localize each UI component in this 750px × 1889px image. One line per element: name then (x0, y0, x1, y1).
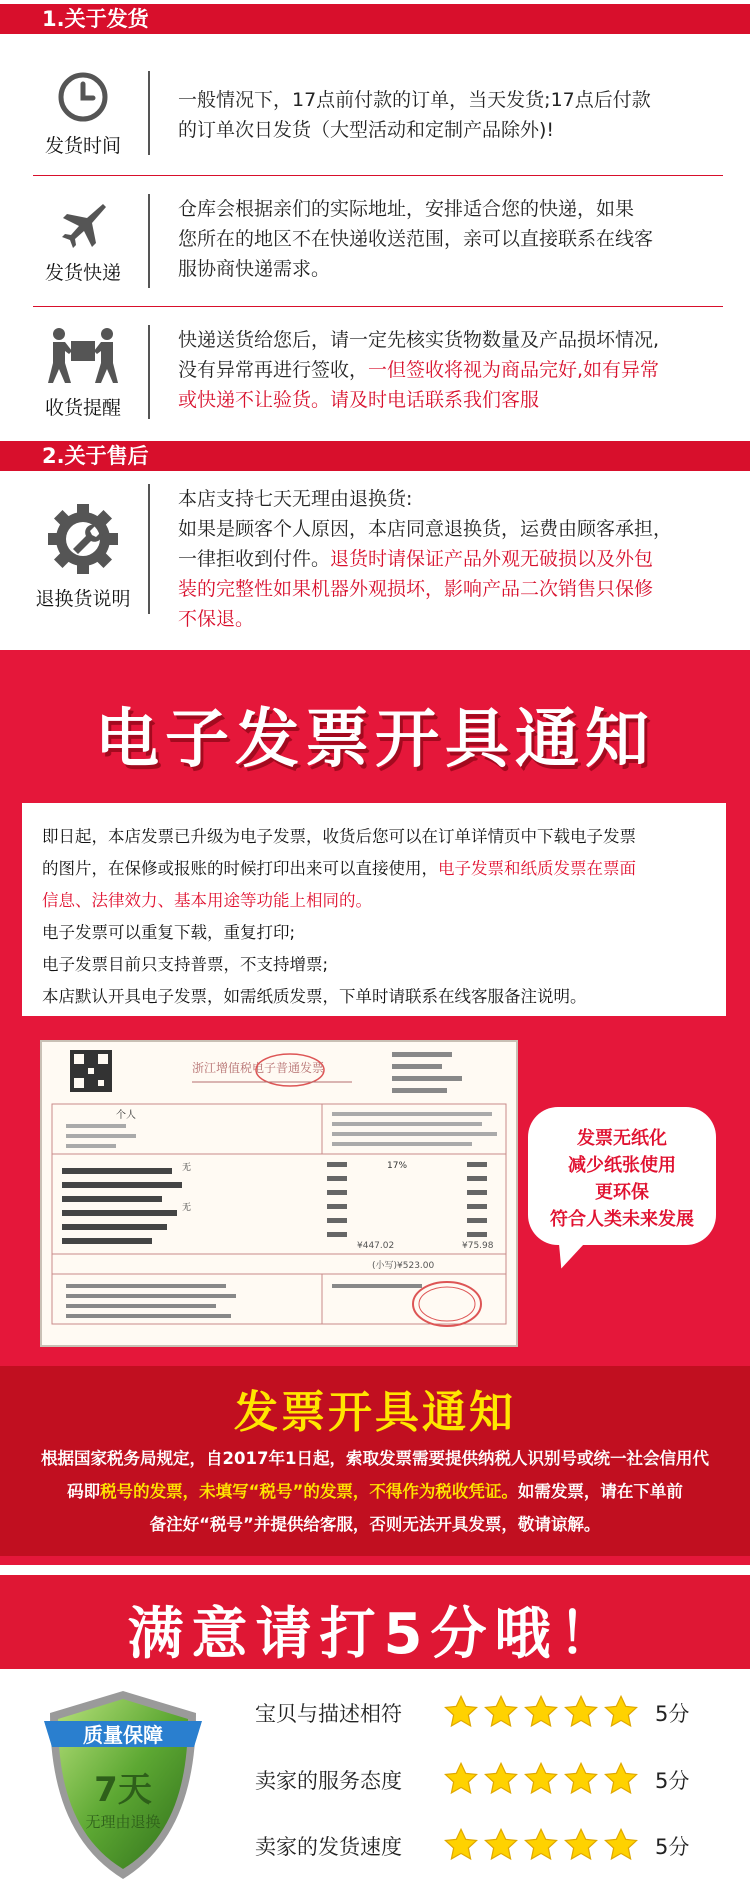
star-icon[interactable] (523, 1827, 559, 1863)
tax-line: 备注好“税号”并提供给客服，否则无法开具发票，敬请谅解。 (149, 1515, 601, 1534)
text-line: 一般情况下，17点前付款的订单，当天发货;17点后付款 (178, 89, 651, 111)
rating-row (255, 1761, 735, 1801)
text-line: 仓库会根据亲们的实际地址，安排适合您的快递，如果 (178, 198, 635, 220)
star-rating[interactable] (443, 1761, 643, 1801)
star-rating[interactable] (443, 1827, 643, 1867)
star-icon[interactable] (563, 1827, 599, 1863)
divider-line (148, 325, 150, 419)
text-line (178, 355, 738, 385)
star-icon[interactable] (523, 1761, 559, 1797)
highlight-text: 电子发票和纸质发票在票面 (438, 859, 636, 878)
section-title-aftersale: 2.关于售后 (0, 441, 750, 471)
text-span: 如需发票，请在下单前 (517, 1482, 683, 1501)
text-span: 的图片，在保修或报账的时候打印出来可以直接使用， (42, 859, 438, 878)
rating-row (255, 1827, 735, 1867)
airplane-icon (57, 198, 109, 250)
text-line: 服协商快递需求。 (178, 258, 331, 280)
text-line: 的订单次日发货（大型活动和定制产品除外)! (178, 119, 555, 141)
receipt-text (178, 325, 738, 415)
text-span: 一律拒收到付件。 (178, 548, 331, 570)
star-icon[interactable] (563, 1694, 599, 1730)
shipping-time-icon-box (28, 71, 138, 158)
star-icon[interactable] (603, 1694, 639, 1730)
official-seal-icon (413, 1282, 481, 1326)
quality-shield-badge (38, 1685, 208, 1889)
bubble-line: 更环保 (595, 1182, 649, 1203)
warning-text: 一但签收将视为商品完好,如有异常 (368, 359, 660, 381)
amount-text: ¥75.98 (462, 1241, 494, 1251)
star-icon[interactable] (603, 1827, 639, 1863)
star-icon[interactable] (563, 1761, 599, 1797)
courier-label: 发货快递 (44, 262, 121, 284)
movers-icon (45, 327, 121, 385)
aftersale-icon-box (28, 502, 138, 611)
shield-top-text: 质量保障 (83, 1723, 163, 1747)
rating-row (255, 1694, 735, 1734)
tax-line: 根据国家税务局规定，自2017年1日起，索取发票需要提供纳税人识别号或统一社会信用代 (41, 1449, 709, 1468)
receipt-icon-box (28, 327, 138, 420)
courier-row (0, 176, 750, 306)
rating-label: 宝贝与描述相符 (255, 1702, 402, 1726)
divider-line (148, 71, 150, 155)
highlight-text: 信息、法律效力、基本用途等功能上相同的。 (42, 891, 372, 910)
star-icon[interactable] (603, 1761, 639, 1797)
shield-icon (38, 1685, 208, 1885)
aftersale-text (178, 484, 738, 634)
star-icon[interactable] (483, 1694, 519, 1730)
text-line: 快递送货给您后，请一定先核实货物数量及产品损坏情况, (178, 329, 660, 351)
notice-line: 本店默认开具电子发票，如需纸质发票，下单时请联系在线客服备注说明。 (42, 987, 587, 1006)
clock-icon (57, 71, 109, 123)
highlight-text: 税号的发票，未填写“税号”的发票，不得作为税收凭证。 (100, 1482, 518, 1501)
courier-icon-box (28, 198, 138, 285)
star-rating[interactable] (443, 1694, 643, 1734)
bubble-line: 发票无纸化 (577, 1128, 667, 1149)
svg-text:无: 无 (182, 1163, 192, 1173)
rating-title: 满意请打5分哦！ (127, 1602, 623, 1667)
shipping-time-label: 发货时间 (44, 135, 121, 157)
text-line (178, 544, 738, 574)
divider-line (148, 484, 150, 614)
bubble-line: 减少纸张使用 (568, 1155, 676, 1176)
star-icon[interactable] (443, 1694, 479, 1730)
warning-text: 退货时请保证产品外观无破损以及外包 (330, 548, 654, 570)
text-line: 如果是顾客个人原因，本店同意退换货，运费由顾客承担， (178, 518, 673, 540)
invoice-notice-title: 电子发票开具通知 (95, 703, 655, 777)
text-line: 您所在的地区不在快递收送范围，亲可以直接联系在线客 (178, 228, 654, 250)
amount-text: ¥447.02 (357, 1241, 395, 1251)
receipt-row (0, 307, 750, 437)
rating-label: 卖家的发货速度 (255, 1835, 402, 1859)
invoice-sample-image (40, 1040, 518, 1347)
rating-label: 卖家的服务态度 (255, 1769, 402, 1793)
eco-speech-bubble (528, 1107, 716, 1245)
notice-line: 电子发票可以重复下载，重复打印; (42, 923, 296, 942)
warning-text: 或快递不让验货。请及时电话联系我们客服 (178, 389, 540, 411)
bubble-line: 符合人类未来发展 (550, 1209, 694, 1230)
star-icon[interactable] (483, 1761, 519, 1797)
aftersale-row (0, 472, 750, 632)
text-span: 码即 (67, 1482, 101, 1501)
star-icon[interactable] (443, 1761, 479, 1797)
shield-days-text: 7天 (94, 1770, 152, 1810)
shipping-time-text (178, 85, 738, 145)
tax-line (10, 1475, 740, 1508)
notice-line: 即日起，本店发票已升级为电子发票，收货后您可以在订单详情页中下载电子发票 (42, 827, 636, 846)
warning-text: 不保退。 (178, 608, 255, 630)
invoice-notice-box (22, 803, 726, 1016)
receipt-label: 收货提醒 (44, 397, 121, 419)
text-line: 本店支持七天无理由退换货: (178, 488, 413, 510)
star-icon[interactable] (523, 1694, 559, 1730)
invoice-header-text: 浙江增值税电子普通发票 (192, 1061, 325, 1075)
rating-score: 5分 (655, 1835, 690, 1859)
rating-score: 5分 (655, 1769, 690, 1793)
buyer-name-text: 个人 (116, 1110, 136, 1121)
star-icon[interactable] (443, 1827, 479, 1863)
warning-text: 装的完整性如果机器外观损坏，影响产品二次销售只保修 (178, 578, 654, 600)
invoice-drawing (42, 1042, 516, 1345)
shipping-time-row (0, 45, 750, 175)
text-span: 没有异常再进行签收， (178, 359, 369, 381)
notice-line: 电子发票目前只支持普票，不支持增票; (42, 955, 329, 974)
tax-notice-title: 发票开具通知 (234, 1387, 516, 1438)
section-title-shipping: 1.关于发货 (0, 4, 750, 34)
qr-code-icon (70, 1050, 112, 1092)
tax-rate-text: 17% (387, 1161, 408, 1171)
tax-notice-text (10, 1442, 740, 1541)
notice-line (42, 853, 706, 885)
star-icon[interactable] (483, 1827, 519, 1863)
aftersale-label: 退换货说明 (35, 588, 131, 610)
svg-text:无: 无 (182, 1203, 192, 1213)
divider-line (148, 194, 150, 288)
shield-sub-text: 无理由退换 (85, 1813, 161, 1831)
rating-score: 5分 (655, 1702, 690, 1726)
total-amount-text: (小写)¥523.00 (372, 1261, 435, 1271)
gear-wrench-icon (46, 502, 120, 576)
courier-text (178, 194, 738, 284)
